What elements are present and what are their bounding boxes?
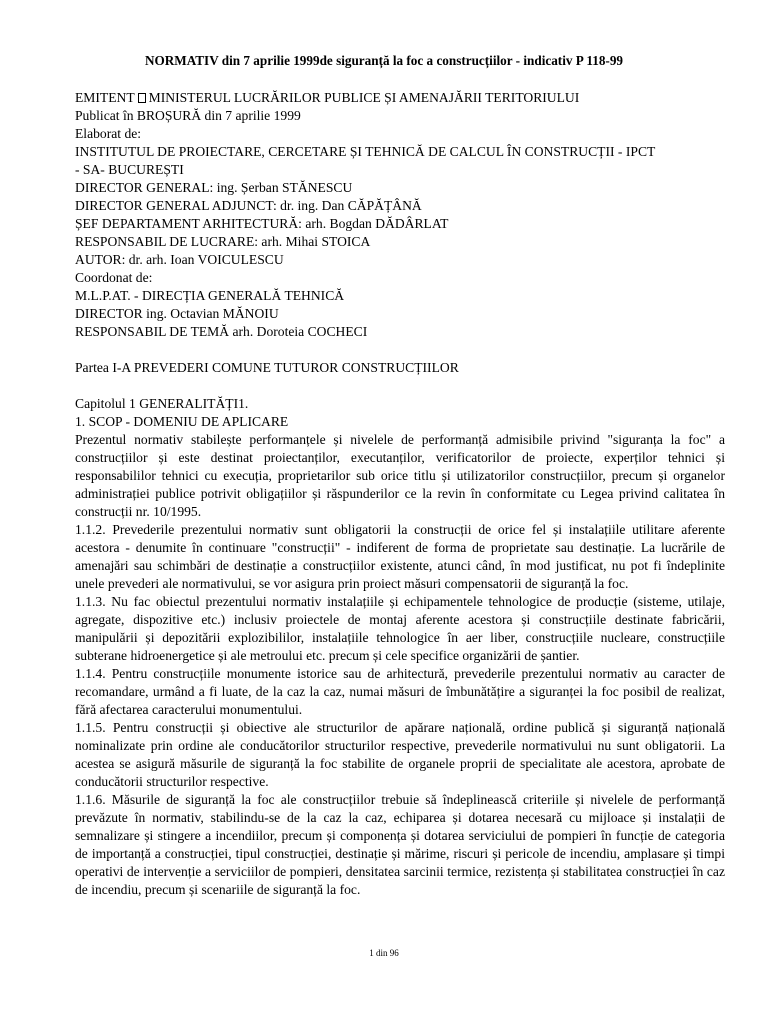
- spacer: [75, 341, 725, 359]
- document-title: NORMATIV din 7 aprilie 1999de siguranță la foc a construcțiilor - indicativ P 118-99: [144, 53, 624, 68]
- page-number: 1 din 96: [369, 948, 399, 958]
- elaborat-line: Elaborat de:: [75, 126, 142, 141]
- spacer: [75, 377, 725, 395]
- responsabil-lucrare-line: RESPONSABIL DE LUCRARE: arh. Mihai STOICA: [75, 234, 371, 249]
- responsabil-tema-line: RESPONSABIL DE TEMĂ arh. Doroteia COCHECI: [75, 324, 368, 339]
- square-bullet-icon: [138, 93, 146, 103]
- institut-line-1: INSTITUTUL DE PROIECTARE, CERCETARE ȘI TEHNICĂ DE CALCUL ÎN CONSTRUCȚII - IPCT: [75, 144, 656, 159]
- autor-line: AUTOR: dr. arh. Ioan VOICULESCU: [75, 252, 284, 267]
- coordonat-line: Coordonat de:: [75, 270, 153, 285]
- sectiune-heading: 1. SCOP - DOMENIU DE APLICARE: [75, 414, 289, 429]
- capitol-heading: Capitolul 1 GENERALITĂȚI1.: [75, 396, 249, 411]
- partea-heading: Partea I-A PREVEDERI COMUNE TUTUROR CONSTRUCȚIILOR: [75, 360, 459, 375]
- paragraph: 1.1.2. Prevederile prezentului normativ sunt obligatorii la construcții de orice fel și instalațiile utilitare aferente acestora - denumite în continuare "construcții" - indiferent de forma de proprietate sau destinație. La lucrările de amenajări sau schimbări de destinație a construcțiilor existente, atunci când, în mod justificat, nu pot fi îndeplinite unele prevederi ale normativului, se vor asigura prin proiect măsuri compensatorii de siguranță la foc.: [75, 522, 725, 591]
- emitent-line: [75, 89, 725, 107]
- paragraph: Prezentul normativ stabilește performanțele și nivelele de performanță admisibile privind "siguranța la foc" a construcțiilor și este destinat proiectanților, executanților, verificatorilor de proiecte, experților tehnici și responsabililor tehnici cu execuția, proprietarilor sub orice titlu și utilizatorilor construcțiilor, precum și organelor administrației publice potrivit obligațiilor și răspunderilor ce la revin în conformitate cu Legea privind calitatea în construcții nr. 10/1995.: [75, 432, 725, 519]
- emitent-label: EMITENT: [75, 90, 135, 105]
- director-adjunct-line: DIRECTOR GENERAL ADJUNCT: dr. ing. Dan CĂPĂȚÂNĂ: [75, 198, 422, 213]
- director-general-line: DIRECTOR GENERAL: ing. Șerban STĂNESCU: [75, 180, 353, 195]
- paragraph: 1.1.5. Pentru construcții și obiective ale structurilor de apărare națională, ordine publică și siguranță națională nominalizate prin ordine ale conducătorilor structurilor respective, prevederile normativului nu sunt obligatorii. La acestea se asigură măsurile de siguranță la foc stabilite de organele proprii de specialitate ale acestora, aprobate de conducătorii structurilor respective.: [75, 720, 725, 789]
- emitent-value: MINISTERUL LUCRĂRILOR PUBLICE ȘI AMENAJĂRII TERITORIULUI: [148, 90, 580, 105]
- publicat-line: Publicat în BROȘURĂ din 7 aprilie 1999: [75, 108, 301, 123]
- paragraph: 1.1.4. Pentru construcțiile monumente istorice sau de arhitectură, prevederile prezentului normativ au caracter de recomandare, urmând a fi luate, de la caz la caz, numai măsuri de îmbunătățire a siguranței la foc posibil de realizat, fără afectarea caracterului monumentului.: [75, 666, 725, 717]
- paragraph: 1.1.6. Măsurile de siguranță la foc ale construcțiilor trebuie să îndeplinească criteriile și nivelele de performanță prevăzute în normativ, stabilindu-se de la caz la caz, echiparea și dotarea necesară cu mijloace și instalații de semnalizare și stingere a incendiilor, precum și componența și dotarea serviciului de pompieri în funcție de categoria de importanță a construcției, tipul construcției, destinație și mărime, riscuri și pericole de incendiu, amplasare și timpi operativi de intervenție a serviciilor de pompieri, densitatea sarcinii termice, rezistența și stabilitatea construcției în caz de incendiu, precum și scenariile de siguranță la foc.: [75, 792, 725, 897]
- director-line: DIRECTOR ing. Octavian MĂNOIU: [75, 306, 279, 321]
- institut-line-2: - SA- BUCUREȘTI: [75, 162, 184, 177]
- sef-departament-line: ȘEF DEPARTAMENT ARHITECTURĂ: arh. Bogdan DĂDÂRLAT: [75, 216, 449, 231]
- mlpat-line: M.L.P.AT. - DIRECȚIA GENERALĂ TEHNICĂ: [75, 288, 345, 303]
- paragraph: 1.1.3. Nu fac obiectul prezentului normativ instalațiile și echipamentele tehnologice de producție (sisteme, utilaje, agregate, dispozitive etc.) inclusiv proiectele de montaj aferente acestora și construcțiile destinate fabricării, manipulării și depozitării explozibililor, instalațiile tehnologice în aer liber, construcțiile nucleare, construcțiile subterane hidroenergetice și ale metroului etc. precum și cele specifice organizării de șantier.: [75, 594, 725, 663]
- document-body: [75, 89, 725, 899]
